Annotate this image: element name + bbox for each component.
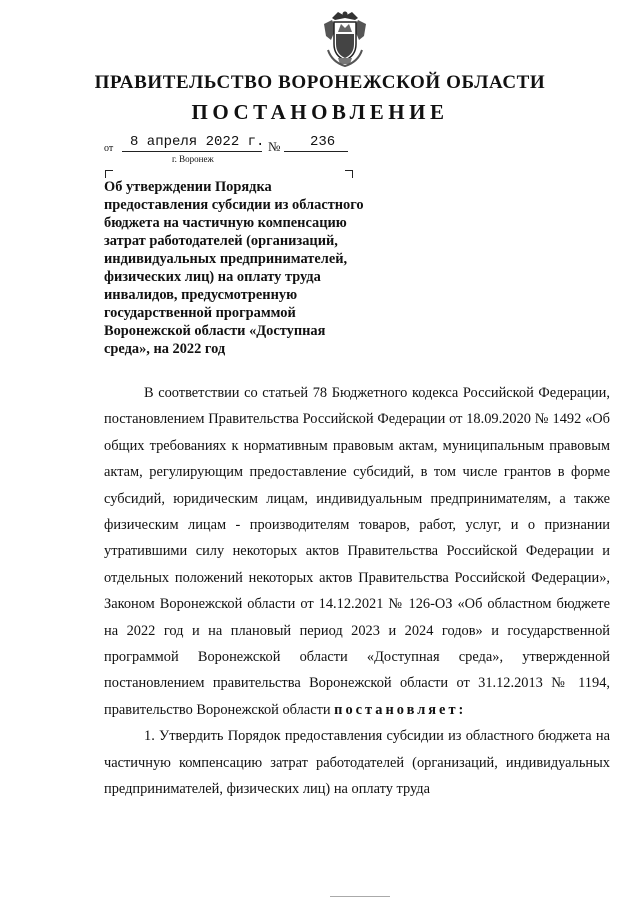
number-prefix: № (268, 139, 281, 154)
preamble-text: В соответствии со статьей 78 Бюджетного кодекса Российской Федерации, постановлением Правительства Российской Федерации от 18.09.2020 № 1492 «Об общих требованиях к нормативным правовым актам, муниципальным правовым актам, регулирующим предоставление субсидий, в том числе грантов в форме субсидий, юридическим лицам, индивидуальным предпринимателям, а также физическим лицам - производителям товаров, работ, услуг, и о признании утратившими силу некоторых актов Правительства Российской Федерации и отдельных положений некоторых актов Правительства Российской Федерации», Законом Воронежской области от 14.12.2021 № 126-ОЗ «Об областном бюджете на 2022 год и на плановый период 2023 и 2024 годов» и государственной программой Воронежской области «Доступная среда», утвержденной постановлением правительства Воронежской области от 31.12.2013 № 1194, правительство Воронежской области (104, 385, 610, 718)
subject-corner-left (105, 170, 113, 178)
item-1-paragraph: 1. Утвердить Порядок предоставления субсидии из областного бюджета на частичную компенсацию затрат работодателей (организаций, индивидуальных предпринимателей, физических лиц) на оплату труда (104, 728, 610, 798)
date-number-line (104, 134, 364, 156)
date-underline (122, 151, 262, 152)
subject-corner-right (345, 170, 353, 178)
number-underline (284, 151, 348, 152)
document-body (104, 380, 610, 803)
document-number: 236 (310, 134, 336, 150)
city-label: г. Воронеж (172, 154, 214, 164)
preamble-paragraph (104, 380, 610, 723)
organization-title: ПРАВИТЕЛЬСТВО ВОРОНЕЖСКОЙ ОБЛАСТИ (94, 72, 546, 93)
document-subject: Об утверждении Порядка предоставления субсидии из областного бюджета на частичную компенсацию затрат работодателей (организаций, индивидуальных предпринимателей, физических лиц) на оплату труда инвалидов, предусмотренную государственной программой Воронежской области «Доступная среда», на 2022 год (104, 179, 364, 357)
resolution-word: постановляет: (334, 701, 467, 718)
page-footer-line (330, 896, 390, 897)
document-type-title: ПОСТАНОВЛЕНИЕ (191, 100, 449, 124)
date-prefix: от (104, 143, 114, 154)
document-date: 8 апреля 2022 г. (130, 134, 265, 150)
coat-of-arms-icon (322, 10, 368, 68)
